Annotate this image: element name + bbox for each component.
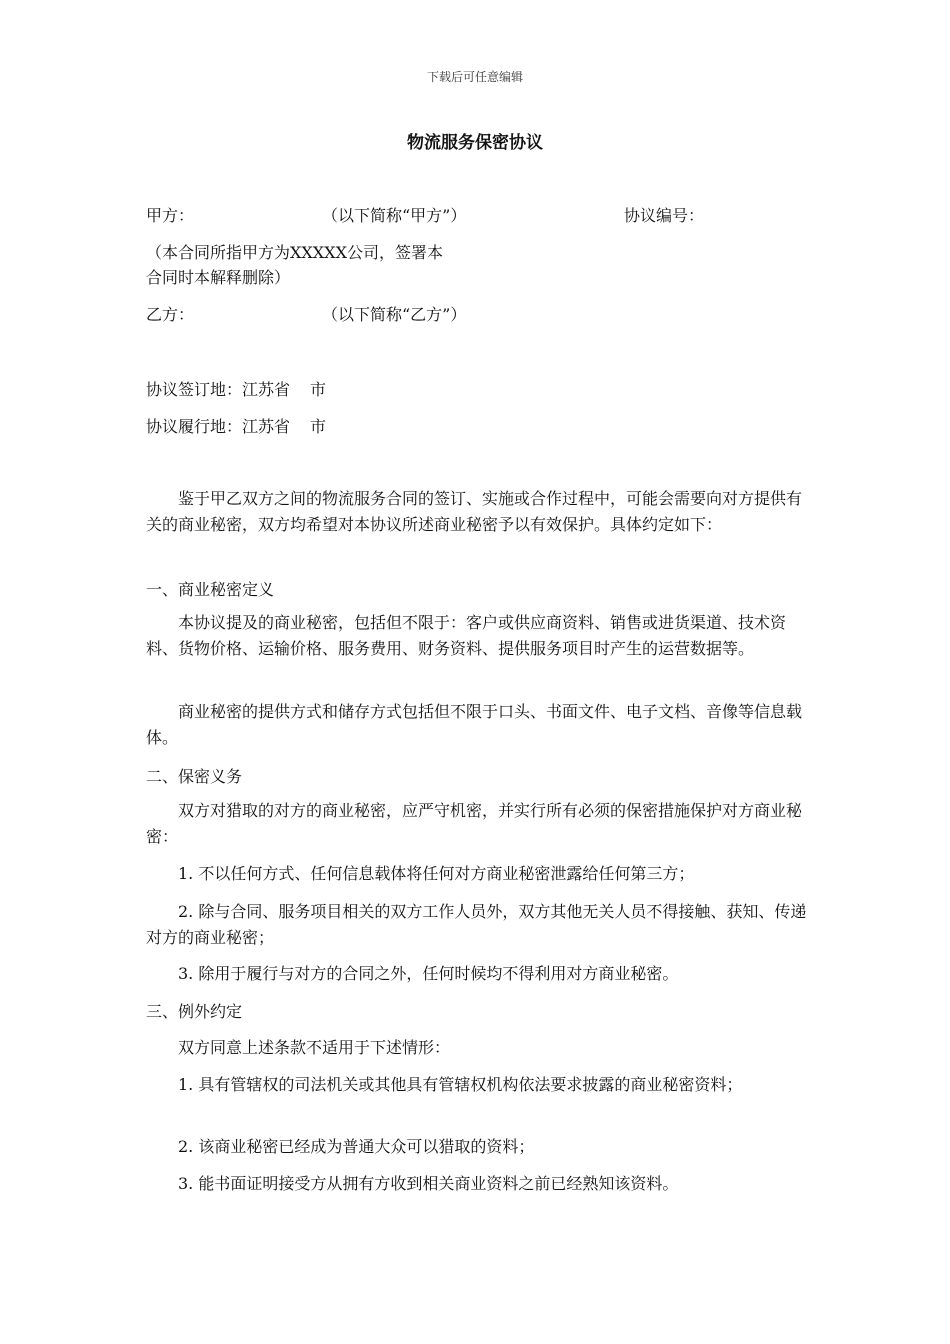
document-title: 物流服务保密协议 xyxy=(407,133,543,153)
section-2-item-1: 1. 不以任何方式、任何信息载体将任何对方商业秘密泄露给任何第三方； xyxy=(178,864,695,883)
section-3-item-1: 1. 具有管辖权的司法机关或其他具有管辖权机构依法要求披露的商业秘密资料； xyxy=(178,1075,743,1094)
header-note: 下载后可任意编辑 xyxy=(426,70,523,84)
perform-place xyxy=(146,414,326,437)
perform-place-city: 市 xyxy=(310,417,327,436)
section-2-paragraph-1: 双方对猎取的对方的商业秘密，应严守机密，并实行所有必须的保密措施保护对方商业秘密： xyxy=(146,801,803,846)
preamble-paragraph: 鉴于甲乙双方之间的物流服务合同的签订、实施或合作过程中，可能会需要向对方提供有关的商业秘密，双方均希望对本协议所述商业秘密予以有效保护。具体约定如下： xyxy=(146,489,803,534)
party-a-note-line1: （本合同所指甲方为XXXXX公司，签署本 xyxy=(146,243,443,262)
section-3-item-2: 2. 该商业秘密已经成为普通大众可以猎取的资料； xyxy=(178,1137,535,1156)
section-1-heading: 一、商业秘密定义 xyxy=(146,580,275,599)
section-3-item-3: 3. 能书面证明接受方从拥有方收到相关商业资料之前已经熟知该资料。 xyxy=(178,1174,679,1193)
section-2-heading: 二、保密义务 xyxy=(146,767,243,786)
party-b-label: 乙方： xyxy=(146,305,195,324)
section-3-paragraph-1: 双方同意上述条款不适用于下述情形： xyxy=(178,1038,451,1057)
sign-place xyxy=(146,377,326,400)
section-3-heading: 三、例外约定 xyxy=(146,1002,243,1021)
perform-place-label: 协议履行地：江苏省 xyxy=(146,417,291,436)
sign-place-city: 市 xyxy=(310,380,327,399)
section-2-item-3: 3. 除用于履行与对方的合同之外，任何时候均不得利用对方商业秘密。 xyxy=(178,964,679,983)
party-b-short: （以下简称“乙方”） xyxy=(322,305,467,324)
party-a-label: 甲方： xyxy=(146,206,195,225)
agreement-number-label: 协议编号： xyxy=(624,206,705,225)
sign-place-label: 协议签订地：江苏省 xyxy=(146,380,291,399)
party-a-short: （以下简称“甲方”） xyxy=(322,206,467,225)
section-2-item-2: 2. 除与合同、服务项目相关的双方工作人员外，双方其他无关人员不得接触、获知、传递对方的商业秘密； xyxy=(146,902,807,947)
section-1-paragraph-2: 商业秘密的提供方式和储存方式包括但不限于口头、书面文件、电子文档、音像等信息载体。 xyxy=(146,702,803,747)
section-1-paragraph-1: 本协议提及的商业秘密，包括但不限于：客户或供应商资料、销售或进货渠道、技术资料、货物价格、运输价格、服务费用、财务资料、提供服务项目时产生的运营数据等。 xyxy=(146,613,787,658)
party-a-note-line2: 合同时本解释删除） xyxy=(146,268,291,287)
